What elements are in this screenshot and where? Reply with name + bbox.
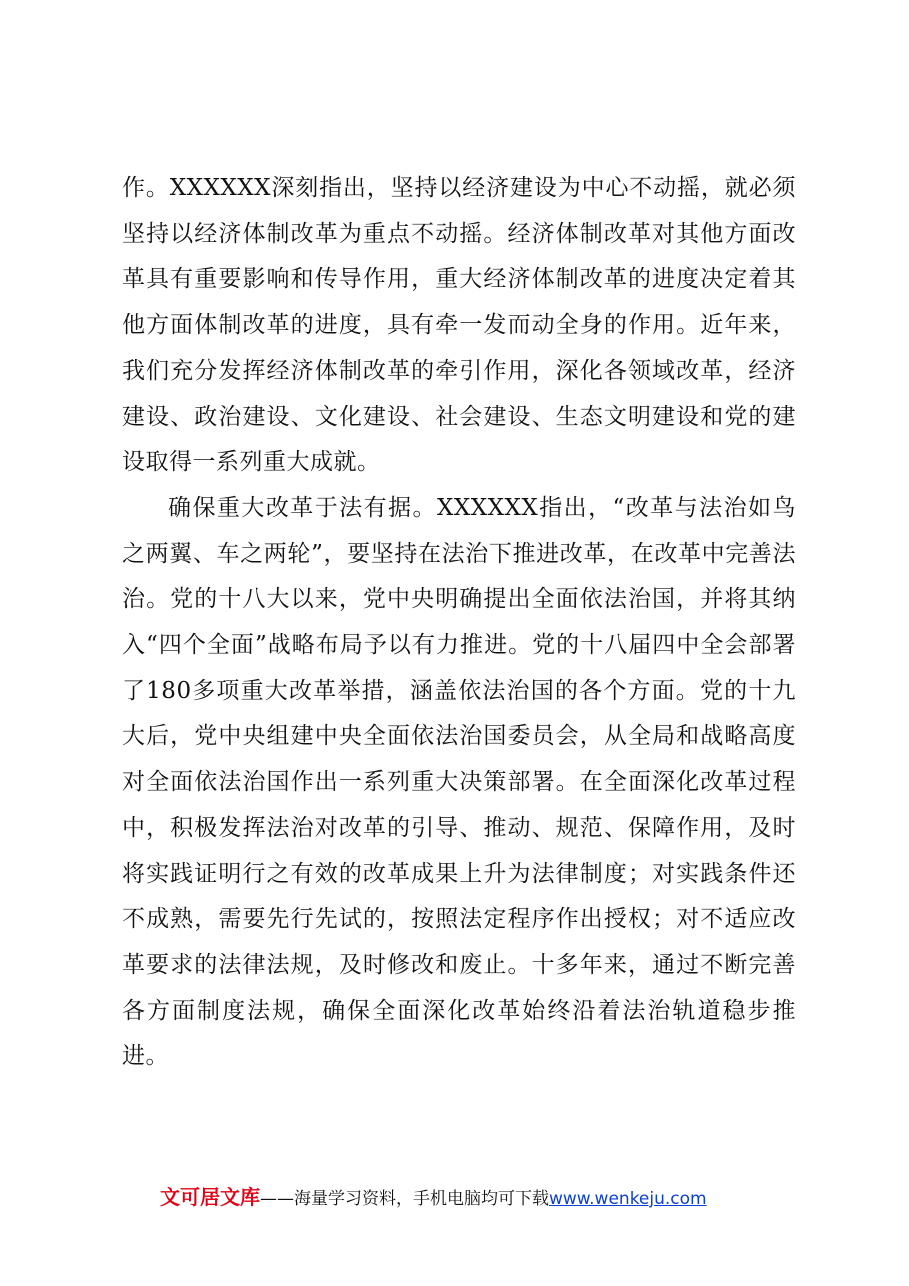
footer-website-link[interactable]: www.wenkeju.com bbox=[549, 1189, 707, 1209]
document-body bbox=[122, 166, 796, 1080]
footer-tagline: ——海量学习资料，手机电脑均可下载 bbox=[260, 1189, 549, 1209]
paragraph-1: 作。XXXXXX深刻指出，坚持以经济建设为中心不动摇，就必须坚持以经济体制改革为重点不动摇。经济体制改革对其他方面改革具有重要影响和传导作用，重大经济体制改革的进度决定着其他方面体制改革的进度，具有牵一发而动全身的作用。近年来，我们充分发挥经济体制改革的牵引作用，深化各领域改革，经济建设、政治建设、文化建设、社会建设、生态文明建设和党的建设取得一系列重大成就。 bbox=[122, 175, 796, 476]
page-footer bbox=[160, 1181, 800, 1211]
footer-brand: 文可居文库 bbox=[160, 1185, 260, 1209]
paragraph-2: 确保重大改革于法有据。XXXXXX指出，“改革与法治如鸟之两翼、车之两轮”，要坚持在法治下推进改革，在改革中完善法治。党的十八大以来，党中央明确提出全面依法治国，并将其纳入“四个全面”战略布局予以有力推进。党的十八届四中全会部署了180多项重大改革举措，涵盖依法治国的各个方面。党的十九大后，党中央组建中央全面依法治国委员会，从全局和战略高度对全面依法治国作出一系列重大决策部署。在全面深化改革过程中，积极发挥法治对改革的引导、推动、规范、保障作用，及时将实践证明行之有效的改革成果上升为法律制度；对实践条件还不成熟，需要先行先试的，按照法定程序作出授权；对不适应改革要求的法律法规，及时修改和废止。十多年来，通过不断完善各方面制度法规，确保全面深化改革始终沿着法治轨道稳步推进。 bbox=[122, 494, 796, 1070]
